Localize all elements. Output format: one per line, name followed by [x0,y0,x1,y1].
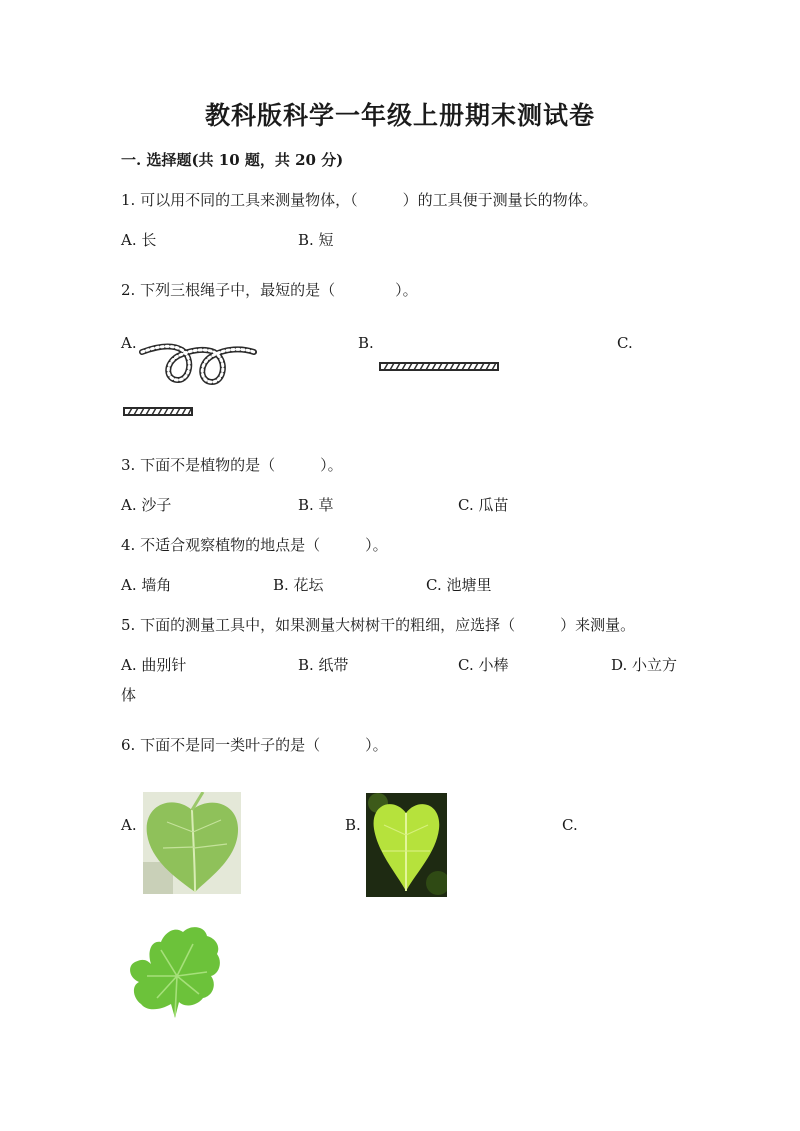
question-3-option-c: C. 瓜苗 [458,496,509,514]
question-1-text: 1. 可以用不同的工具来测量物体，（ ）的工具便于测量长的物体。 [121,191,598,209]
question-3-text: 3. 下面不是植物的是（ ）。 [121,456,343,474]
question-3-option-a: A. 沙子 [121,496,172,514]
question-5-option-b: B. 纸带 [298,656,349,674]
page-title: 教科版科学一年级上册期末测试卷 [204,101,595,130]
question-5-text: 5. 下面的测量工具中，如果测量大树树干的粗细，应选择（ ）来测量。 [121,616,636,634]
question-6-option-a: A. [121,816,137,834]
long-straight-rope-image [378,360,502,374]
question-5-option-d-wrap: 体 [121,686,137,704]
coiled-rope-image [138,338,258,388]
question-6-option-c: C. [562,816,578,834]
question-2-text: 2. 下列三根绳子中，最短的是（ ）。 [121,281,418,299]
question-6-text: 6. 下面不是同一类叶子的是（ ）。 [121,736,388,754]
heart-leaf-photo [143,792,241,894]
question-2-option-a: A. [121,334,137,352]
question-5-option-d: D. 小立方 [611,656,678,674]
question-4-text: 4. 不适合观察植物的地点是（ ）。 [121,536,388,554]
question-3-option-b: B. 草 [298,496,334,514]
question-4-option-b: B. 花坛 [273,576,324,594]
question-2-option-b: B. [358,334,374,352]
question-1-option-a: A. 长 [121,231,157,249]
question-6-option-b: B. [345,816,361,834]
maple-like-leaf-photo [127,920,223,1020]
section-heading: 一. 选择题(共 10 题，共 20 分) [121,151,344,169]
question-5-option-c: C. 小棒 [458,656,509,674]
heart-leaf-dark-background-photo [366,793,447,897]
short-straight-rope-image [122,405,196,419]
question-1-option-b: B. 短 [298,231,334,249]
question-4-option-a: A. 墙角 [121,576,172,594]
question-2-option-c: C. [617,334,633,352]
question-4-option-c: C. 池塘里 [426,576,492,594]
question-5-option-a: A. 曲别针 [121,656,187,674]
